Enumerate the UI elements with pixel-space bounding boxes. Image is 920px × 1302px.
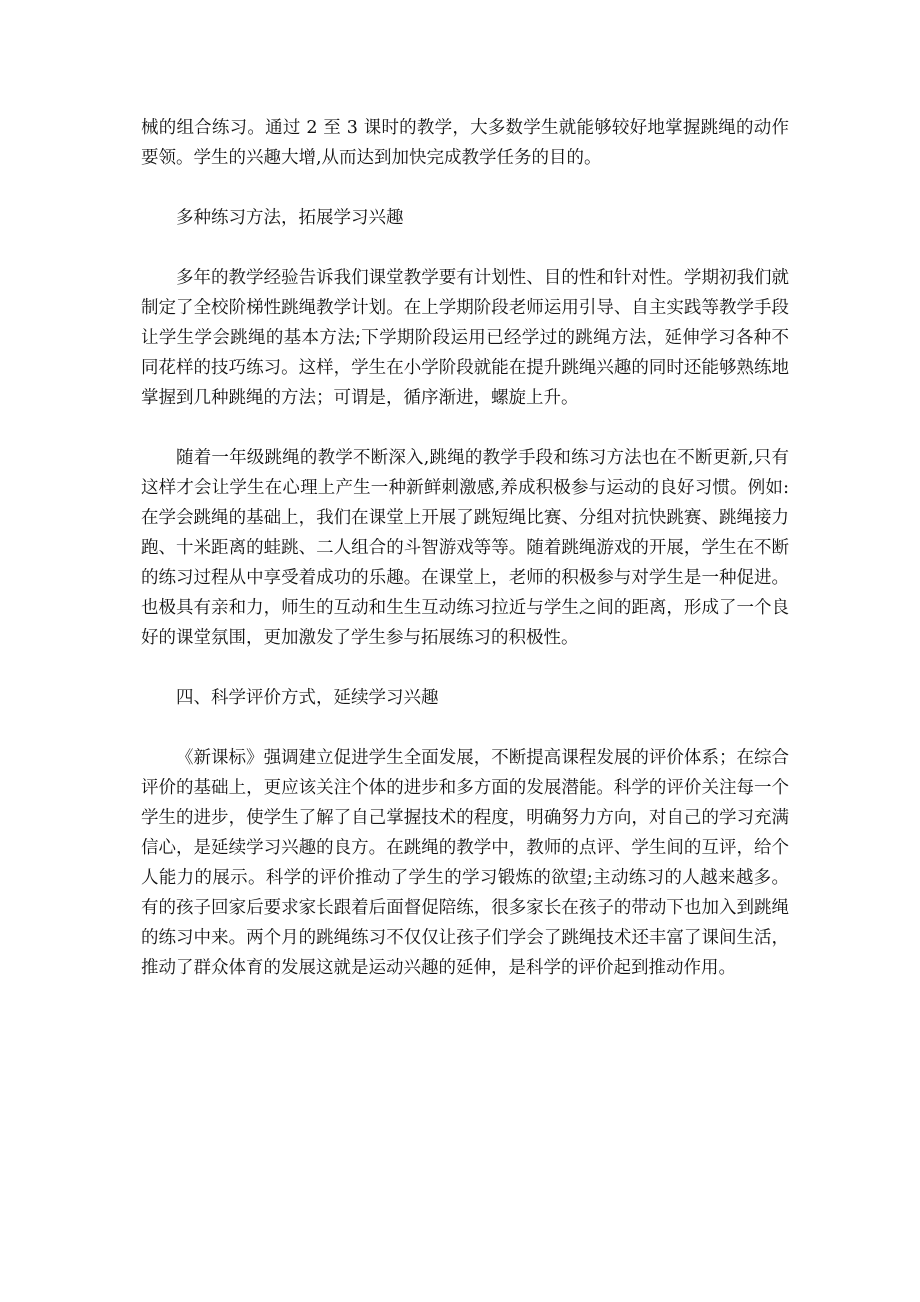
paragraph-teaching-methods: 随着一年级跳绳的教学不断深入,跳绳的教学手段和练习方法也在不断更新,只有这样才会让学生在心理上产生一种新鲜刺激感,养成积极参与运动的良好习惯。例如:在学会跳绳的基础上，我们在课堂上开展了跳短绳比赛、分组对抗快跳赛、跳绳接力跑、十米距离的蛙跳、二人组合的斗智游戏等等。随着跳绳游戏的开展，学生在不断的练习过程从中享受着成功的乐趣。在课堂上，老师的积极参与对学生是一种促进。也极具有亲和力，师生的互动和生生互动练习拉近与学生之间的距离，形成了一个良好的课堂氛围，更加激发了学生参与拓展练习的积极性。 [141,448,789,648]
paragraph-teaching-plan: 多年的教学经验告诉我们课堂教学要有计划性、目的性和针对性。学期初我们就制定了全校阶梯性跳绳教学计划。在上学期阶段老师运用引导、自主实践等教学手段让学生学会跳绳的基本方法;下学期阶段运用已经学过的跳绳方法，延伸学习各种不同花样的技巧练习。这样，学生在小学阶段就能在提升跳绳兴趣的同时还能够熟练地掌握到几种跳绳的方法；可谓是，循序渐进，螺旋上升。 [141,268,789,408]
section-heading-evaluation: 四、科学评价方式，延续学习兴趣 [176,688,439,708]
section-heading-practice-methods: 多种练习方法，拓展学习兴趣 [176,208,404,228]
document-body [141,113,789,1013]
paragraph-continued: 械的组合练习。通过 2 至 3 课时的教学，大多数学生就能够较好地掌握跳绳的动作要领。学生的兴趣大增,从而达到加快完成教学任务的目的。 [141,118,789,168]
paragraph-evaluation: 《新课标》强调建立促进学生全面发展，不断提高课程发展的评价体系；在综合评价的基础上，更应该关注个体的进步和多方面的发展潜能。科学的评价关注每一个学生的进步，使学生了解了自己掌握技术的程度，明确努力方向，对自己的学习充满信心，是延续学习兴趣的良方。在跳绳的教学中，教师的点评、学生间的互评，给个人能力的展示。科学的评价推动了学生的学习锻炼的欲望;主动练习的人越来越多。有的孩子回家后要求家长跟着后面督促陪练，很多家长在孩子的带动下也加入到跳绳的练习中来。两个月的跳绳练习不仅仅让孩子们学会了跳绳技术还丰富了课间生活，推动了群众体育的发展这就是运动兴趣的延伸，是科学的评价起到推动作用。 [141,748,789,978]
